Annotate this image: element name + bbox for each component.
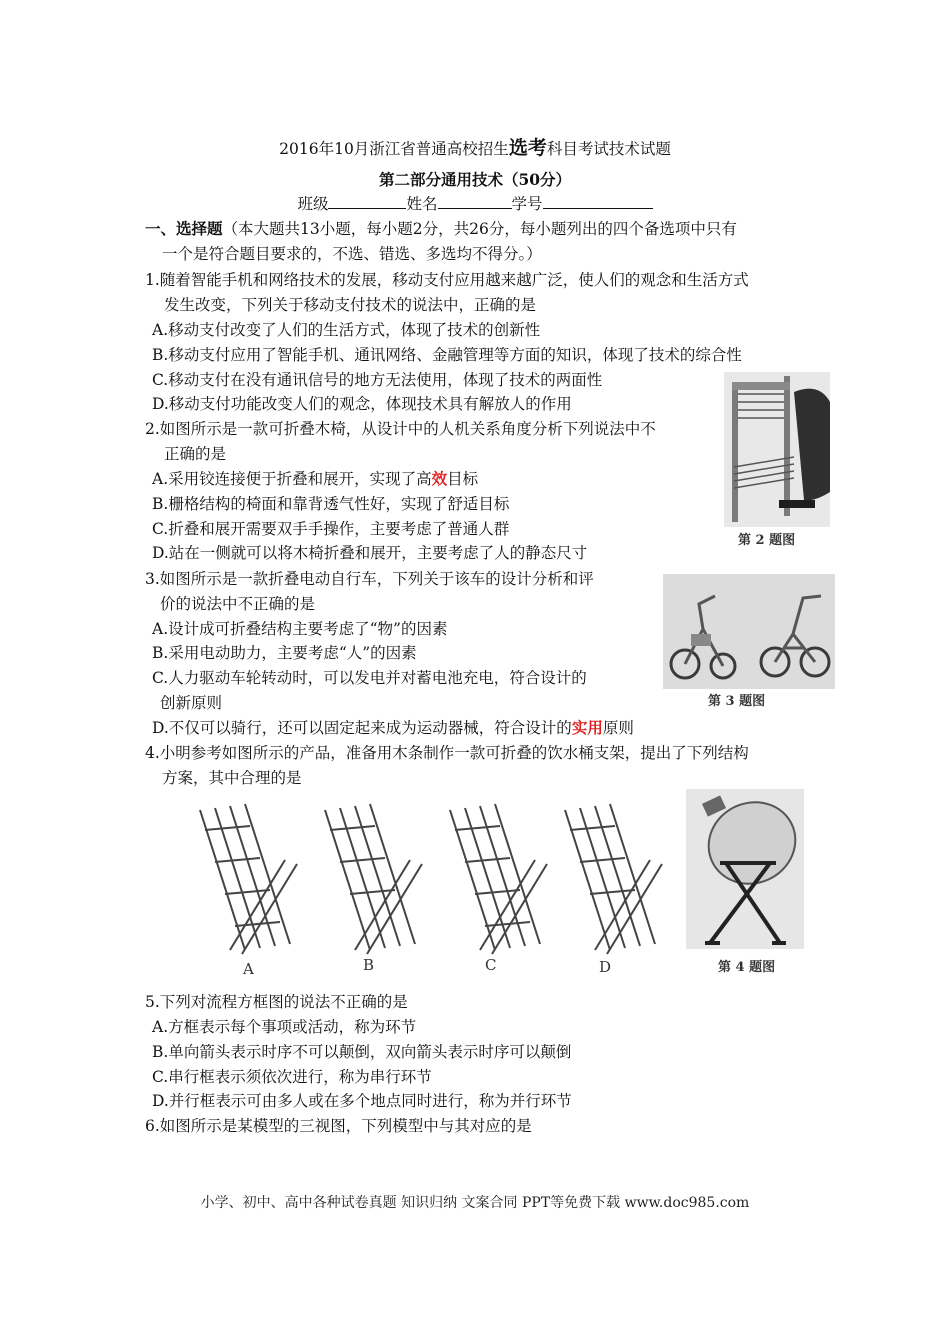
- water-jug-stand-figure: [680, 785, 810, 980]
- q3-option-d: D.不仅可以骑行，还可以固定起来成为运动器械，符合设计的实用原则: [152, 718, 634, 737]
- student-info-line: [0, 192, 950, 214]
- q2-stem2: 正确的是: [164, 445, 227, 463]
- q4-stem1: 4.小明参考如图所示的产品，准备用木条制作一款可折叠的饮水桶支架，提出了下列结构: [145, 744, 749, 762]
- title-emphasis: 选考: [508, 137, 547, 159]
- q1-option-c: C.移动支付在没有通讯信号的地方无法使用，体现了技术的两面性: [152, 371, 603, 389]
- q3-option-c1: C.人力驱动车轮转动时，可以发电并对蓄电池充电，符合设计的: [152, 669, 587, 687]
- page-footer: 小学、初中、高中各种试卷真题 知识归纳 文案合同 PPT等免费下载 www.doc985.com: [200, 1195, 750, 1211]
- q1-stem1: 1.随着智能手机和网络技术的发展，移动支付应用越来越广泛，使人们的观念和生活方式: [145, 271, 749, 289]
- q5-stem: 5.下列对流程方框图的说法不正确的是: [145, 993, 408, 1011]
- section-subtitle: 第二部分通用技术（50分）: [378, 170, 572, 189]
- q3-caption: 第 3 题图: [708, 694, 766, 709]
- q2-caption: 第 2 题图: [738, 533, 796, 548]
- name-label: 姓名: [406, 195, 438, 213]
- q3-option-b: B.采用电动助力，主要考虑“人”的因素: [152, 644, 417, 662]
- q4-label-c: C: [485, 956, 497, 974]
- q1-option-d: D.移动支付功能改变人们的观念，体现技术具有解放人的作用: [152, 395, 572, 413]
- q1-option-b: B.移动支付应用了智能手机、通讯网络、金融管理等方面的知识，体现了技术的综合性: [152, 346, 742, 364]
- q4-label-a: A: [243, 960, 254, 978]
- q4-label-d: D: [599, 958, 612, 976]
- q2-option-b: B.栅格结构的椅面和靠背透气性好，实现了舒适目标: [152, 495, 510, 513]
- q5-option-d: D.并行框表示可由多人或在多个地点同时进行，称为并行环节: [152, 1092, 572, 1110]
- q3-option-a: A.设计成可折叠结构主要考虑了“物”的因素: [152, 620, 448, 638]
- q2-option-d: D.站在一侧就可以将木椅折叠和展开，主要考虑了人的静态尺寸: [152, 544, 588, 562]
- q2-stem1: 2.如图所示是一款可折叠木椅，从设计中的人机关系角度分析下列说法中不: [145, 420, 656, 438]
- q4-options-figure: [185, 800, 695, 980]
- id-label: 学号: [511, 195, 543, 213]
- q1-stem2: 发生改变，下列关于移动支付技术的说法中，正确的是: [164, 296, 537, 314]
- class-label: 班级: [297, 195, 329, 213]
- q4-caption: 第 4 题图: [718, 960, 776, 975]
- class-blank[interactable]: [328, 194, 406, 209]
- q2-option-c: C.折叠和展开需要双手手操作，主要考虑了普通人群: [152, 520, 510, 538]
- q6-stem: 6.如图所示是某模型的三视图，下列模型中与其对应的是: [145, 1117, 532, 1135]
- q1-option-a: A.移动支付改变了人们的生活方式，体现了技术的创新性: [152, 321, 541, 339]
- section1-intro2: 一个是符合题目要求的，不选、错选、多选均不得分。）: [162, 245, 542, 263]
- q3-stem2: 价的说法中不正确的是: [160, 595, 316, 613]
- exam-title: 2016年10月浙江省普通高校招生选考科目考试技术试题: [279, 137, 671, 159]
- id-blank[interactable]: [543, 194, 653, 209]
- q3-option-c2: 创新原则: [160, 694, 223, 712]
- folding-chair-figure: [724, 372, 834, 552]
- folding-bike-figure: [663, 574, 835, 714]
- q4-stem2: 方案，其中合理的是: [162, 769, 302, 787]
- q3-stem1: 3.如图所示是一款折叠电动自行车，下列关于该车的设计分析和评: [145, 570, 594, 588]
- q5-option-c: C.串行框表示须依次进行，称为串行环节: [152, 1068, 432, 1086]
- q5-option-b: B.单向箭头表示时序不可以颠倒，双向箭头表示时序可以颠倒: [152, 1043, 572, 1061]
- q2-option-a: A.采用铰连接便于折叠和展开，实现了高效目标: [152, 469, 479, 488]
- name-blank[interactable]: [438, 194, 512, 209]
- q5-option-a: A.方框表示每个事项或活动，称为环节: [152, 1018, 417, 1036]
- section1-heading-line: 一、选择题（本大题共13小题，每小题2分，共26分，每小题列出的四个备选项中只有: [145, 219, 737, 238]
- q4-label-b: B: [363, 956, 375, 974]
